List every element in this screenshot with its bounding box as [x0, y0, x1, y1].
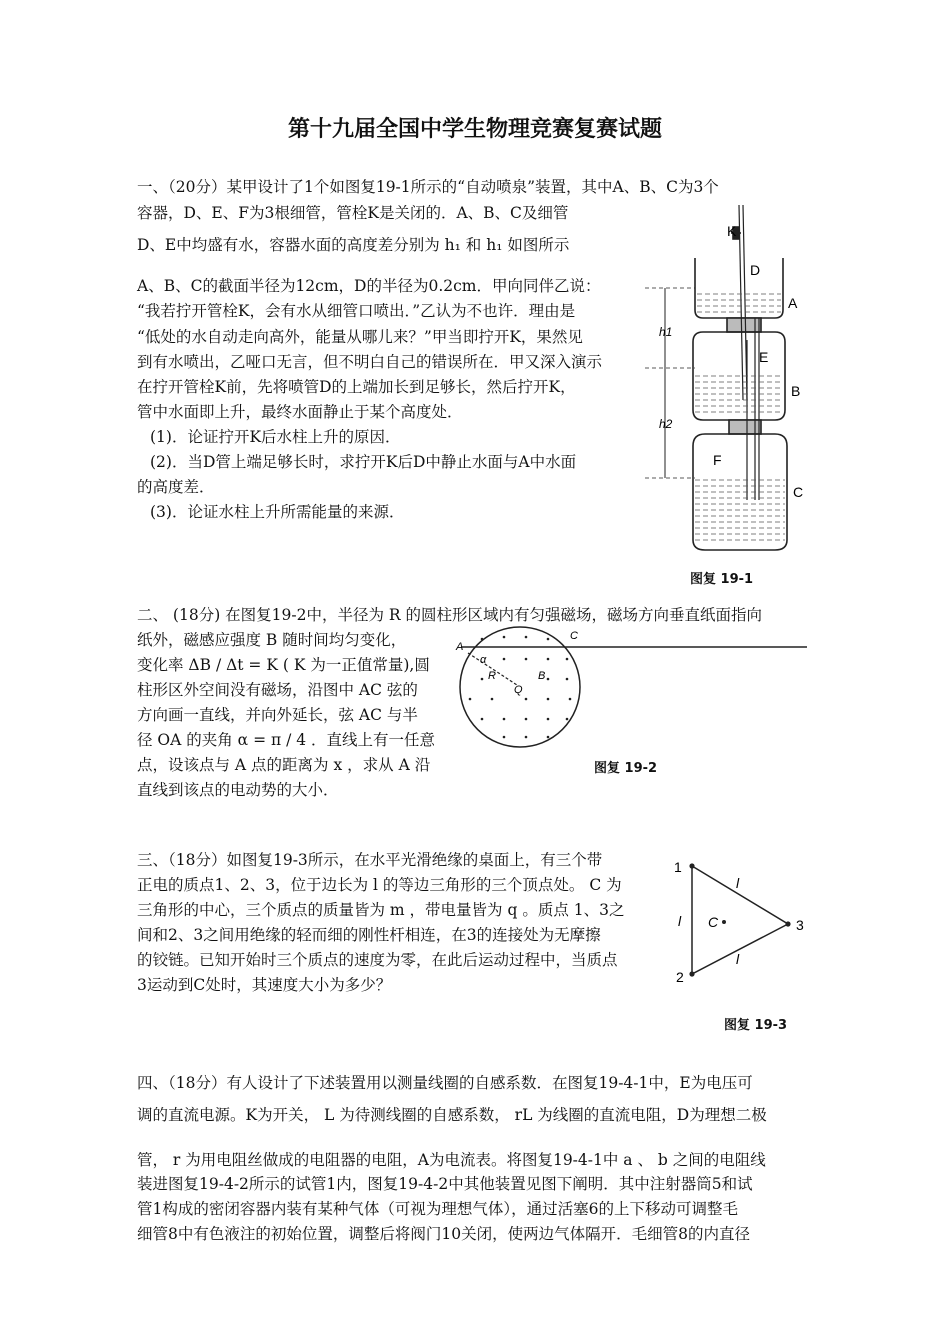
q4-line-4: 装进图复19-4-2所示的试管1内，图复19-4-2中其他装置见图下阐明．其中注射器筒5和试: [137, 1175, 753, 1193]
q1-line-6: “低处的水自动走向高外，能量从哪儿来？”甲当即拧开K，果然见: [137, 328, 583, 346]
figure-19-3-caption: 图复 19-3: [724, 1018, 788, 1033]
q2-line-4: 柱形区外空间没有磁场，沿图中 AC 弦的: [137, 681, 418, 699]
q1-line-9: 管中水面即上升，最终水面静止于某个高度处．: [137, 403, 463, 421]
fig3-label-c: C: [708, 914, 719, 930]
fig3-label-l-left: l: [678, 913, 682, 929]
fig3-label-1: 1: [674, 859, 682, 875]
fig1-label-h2: h2: [659, 417, 673, 431]
page-title: 第十九届全国中学生物理竞赛复赛试题: [287, 117, 662, 142]
q2-line-3: 变化率 ΔB / Δt = K ( K 为一正值常量),圆: [137, 656, 430, 674]
fig2-label-b: B: [538, 670, 546, 682]
q2-line-1: 二、 (18分) 在图复19-2中，半径为 R 的圆柱形区域内有匀强磁场，磁场方向垂直纸面指向: [137, 606, 763, 624]
fig1-label-c: C: [793, 484, 804, 500]
q1-line-5: “我若拧开管栓K，会有水从细管口喷出．”乙认为不也许．理由是: [137, 302, 576, 320]
fig3-label-3: 3: [796, 917, 804, 933]
q1-line-7: 到有水喷出，乙哑口无言，但不明白自己的错误所在．甲又深入演示: [137, 353, 603, 371]
q1-line-1: 一、（20分）某甲设计了1个如图复19-1所示的“自动喷泉”装置，其中A、B、C为3个: [137, 178, 719, 196]
q1-line-4: A、B、C的截面半径为12cm，D的半径为0.2cm．甲向同伴乙说：: [137, 277, 601, 295]
figure-19-3: [668, 852, 818, 992]
fig2-label-a: A: [456, 641, 464, 653]
q2-line-6: 径 OA 的夹角 α = π / 4 ．直线上有一任意: [137, 731, 436, 749]
fig1-label-h1: h1: [659, 325, 673, 339]
q1-line-11: (2)．当D管上端足够长时，求拧开K后D中静止水面与A中水面: [150, 453, 577, 471]
q2-line-5: 方向画一直线，并向外延长，弦 AC 与半: [137, 706, 418, 724]
fig2-label-alpha: α: [480, 654, 487, 666]
fig3-label-l-bottom: l: [736, 951, 740, 967]
q3-line-3: 三角形的中心，三个质点的质量皆为 m ，带电量皆为 q 。质点 1、3之: [137, 901, 625, 919]
fig1-label-d: D: [750, 262, 761, 278]
q1-line-8: 在拧开管栓K前，先将喷管D的上端加长到足够长，然后拧开K，: [137, 378, 576, 396]
fig1-label-a: A: [788, 295, 798, 311]
fig1-label-f: F: [713, 452, 722, 468]
q1-line-13: (3)．论证水柱上升所需能量的来源．: [150, 503, 405, 521]
fig1-label-k: K: [727, 223, 737, 239]
q4-line-5: 管1构成的密闭容器内装有某种气体（可视为理想气体），通过活塞6的上下移动可调整毛: [137, 1200, 738, 1218]
figure-19-1: [635, 200, 815, 560]
fig1-label-e: E: [759, 349, 769, 365]
q4-line-3: 管， r 为用电阻丝做成的电阻器的电阻，A为电流表。将图复19-4-1中 a 、 b 之间的电阻线: [137, 1151, 766, 1169]
fig2-label-c: C: [570, 630, 578, 642]
fig1-label-b: B: [791, 383, 801, 399]
q4-line-6: 细管8中有色液注的初始位置，调整后将阀门10关闭，使两边气体隔开．毛细管8的内直径: [137, 1225, 750, 1243]
fig3-label-2: 2: [676, 969, 684, 985]
q1-line-12: 的高度差．: [137, 478, 215, 496]
figure-19-2: [452, 625, 812, 755]
q1-line-2: 容器，D、E、F为3根细管，管栓K是关闭的．A、B、C及细管: [137, 204, 569, 222]
q2-line-2: 纸外，磁感应强度 B 随时间均匀变化，: [137, 631, 407, 649]
fig2-label-r: R: [488, 670, 496, 682]
q1-line-3: D、E中均盛有水，容器水面的高度差分别为 h₁ 和 h₁ 如图所示: [137, 236, 570, 254]
q4-line-1: 四、（18分）有人设计了下述装置用以测量线圈的自感系数．在图复19-4-1中，E为电压可: [137, 1074, 753, 1092]
fig2-label-q: Q: [514, 684, 523, 696]
q2-line-7: 点，设该点与 A 点的距离为 x ，求从 A 沿: [137, 756, 431, 774]
q4-line-2: 调的直流电源。K为开关， L 为待测线圈的自感系数， rL 为线圈的直流电阻，D为理想二极: [137, 1106, 767, 1124]
q3-line-4: 间和2、3之间用绝缘的轻而细的刚性杆相连，在3的连接处为无摩擦: [137, 926, 601, 944]
figure-19-2-caption: 图复 19-2: [594, 761, 658, 776]
q3-line-1: 三、（18分）如图复19-3所示，在水平光滑绝缘的桌面上，有三个带: [137, 851, 603, 869]
q3-line-2: 正电的质点1、2、3，位于边长为 l 的等边三角形的三个顶点处。 C 为: [137, 876, 622, 894]
q3-line-5: 的铰链。已知开始时三个质点的速度为零，在此后运动过程中，当质点: [137, 951, 618, 969]
q3-line-6: 3运动到C处时，其速度大小为多少？: [137, 976, 392, 994]
fig3-label-l-top: l: [736, 875, 740, 891]
figure-19-1-caption: 图复 19-1: [690, 572, 754, 587]
q1-line-10: (1)．论证拧开K后水柱上升的原因．: [150, 428, 401, 446]
q2-line-8: 直线到该点的电动势的大小．: [137, 781, 339, 799]
